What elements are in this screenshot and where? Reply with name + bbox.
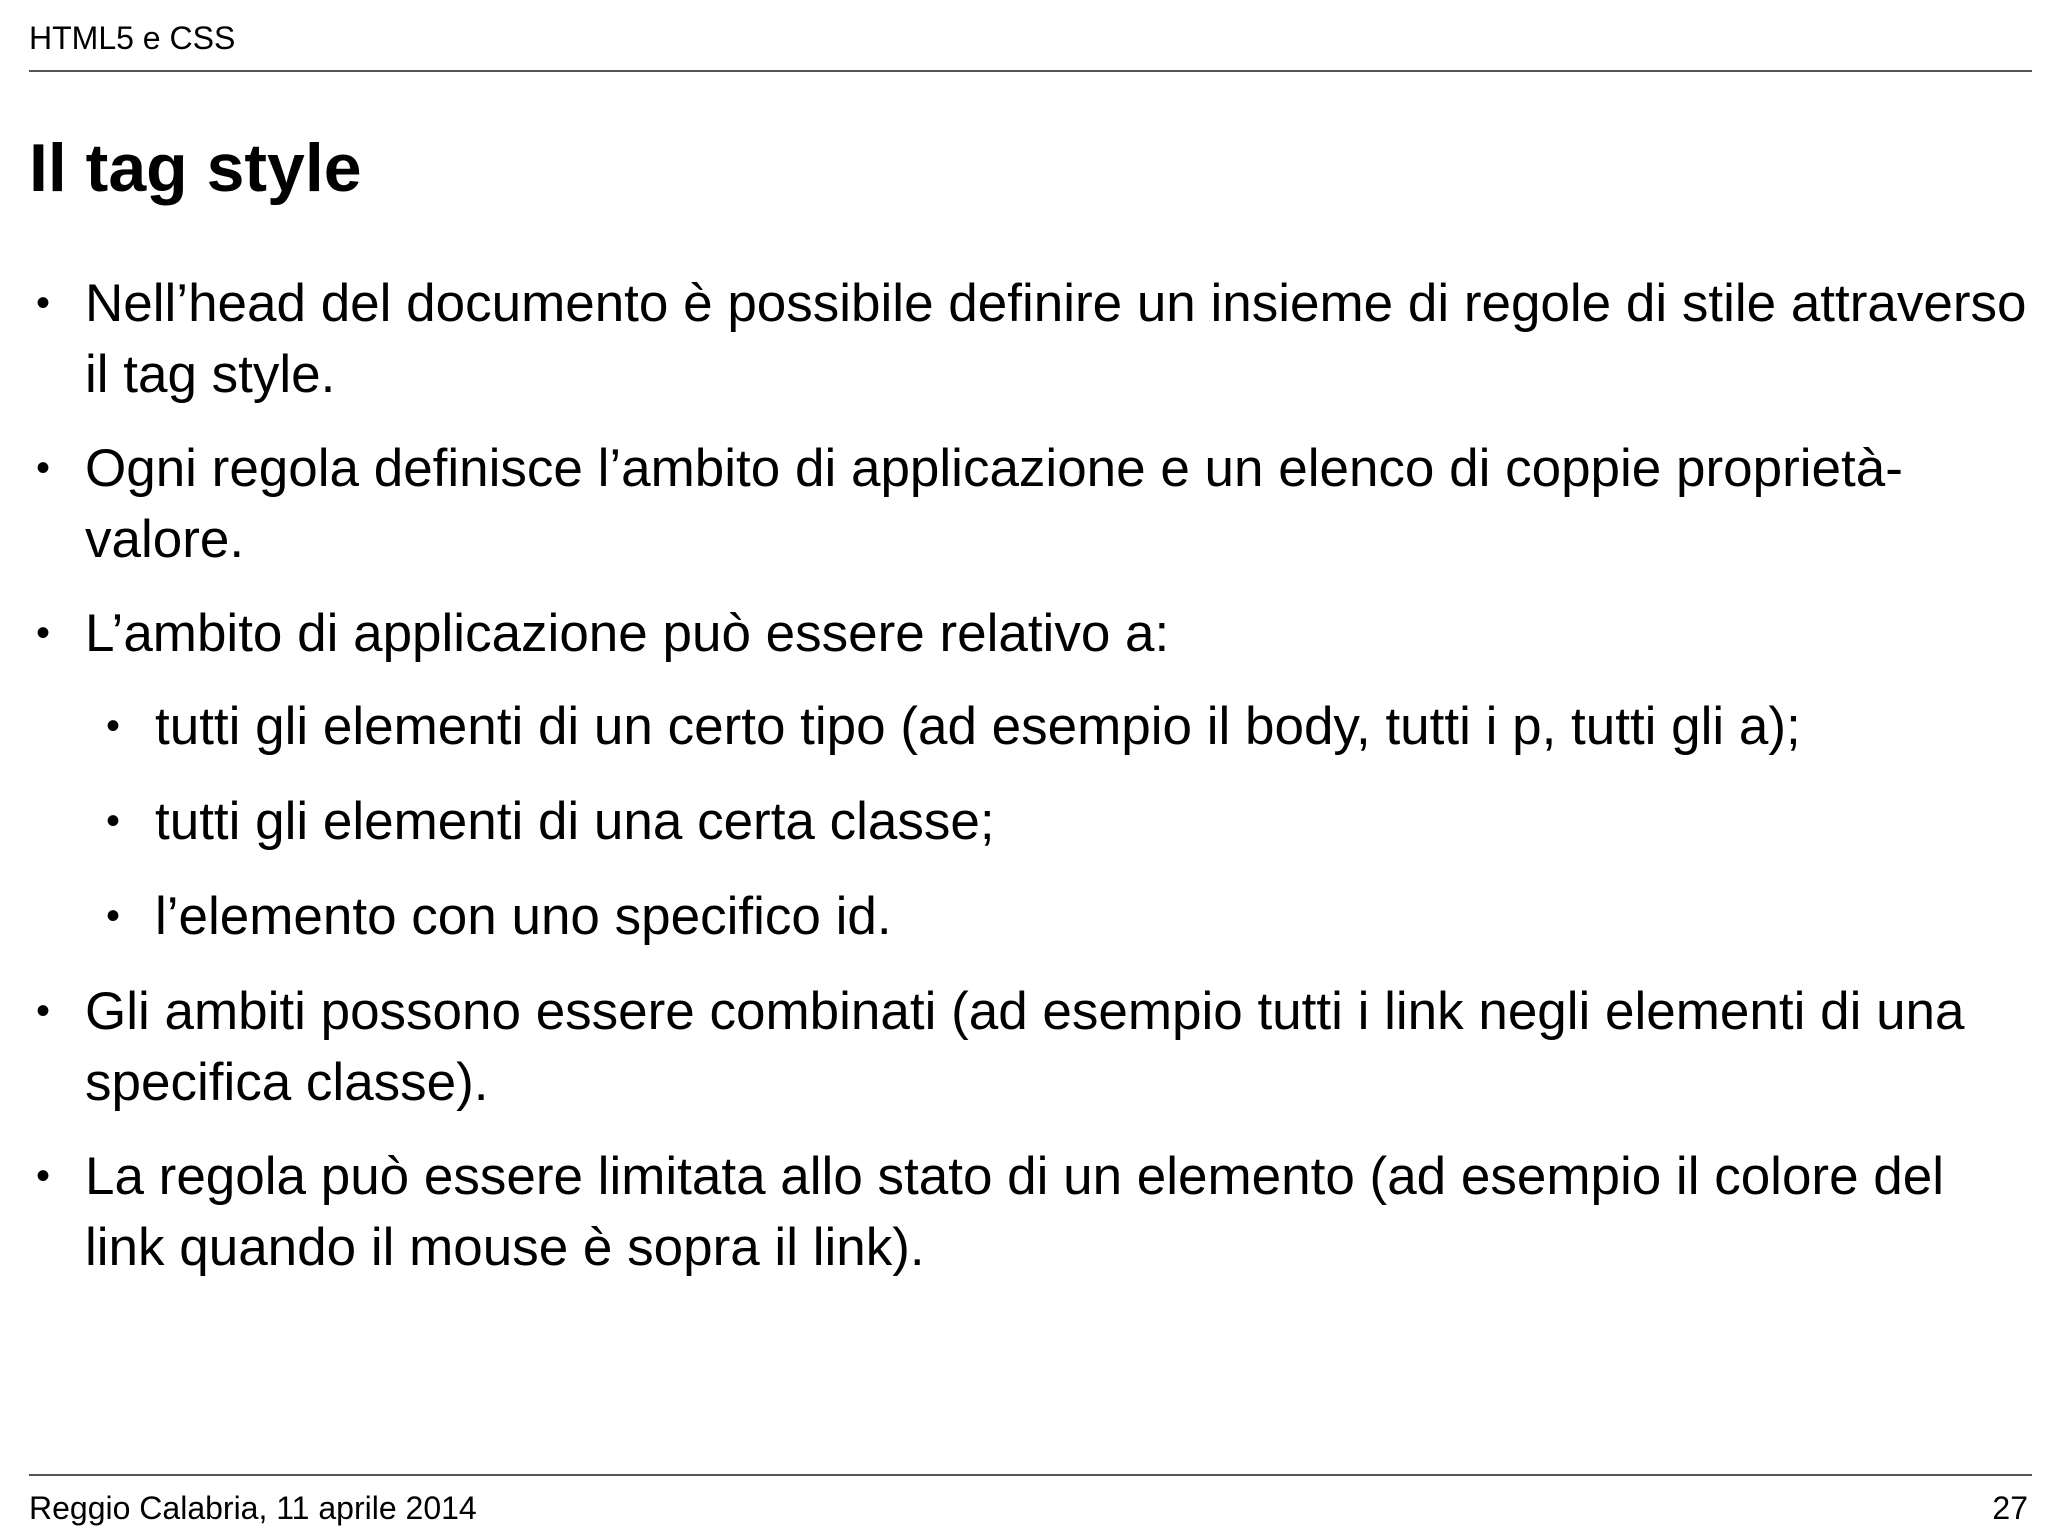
sub-bullet-text: tutti gli elementi di una certa classe; (155, 792, 995, 851)
bullet-text: Nell’head del documento è possibile definire un insieme di regole di stile attraverso il tag style. (85, 274, 2027, 404)
bullet-dot-icon: • (106, 799, 121, 843)
footer-divider (29, 1474, 2032, 1476)
sub-bullet-item (0, 691, 2048, 762)
bullet-dot-icon: • (106, 704, 121, 748)
bullet-item (0, 433, 2048, 575)
sub-bullet-item (0, 881, 2048, 952)
bullet-dot-icon: • (36, 281, 51, 325)
footer-text: Reggio Calabria, 11 aprile 2014 (29, 1490, 477, 1526)
sub-bullet-item (0, 786, 2048, 857)
bullet-list (0, 268, 2048, 1306)
bullet-text: Ogni regola definisce l’ambito di applicazione e un elenco di coppie proprietà-valore. (85, 439, 1903, 569)
bullet-dot-icon: • (36, 1154, 51, 1198)
header-title: HTML5 e CSS (29, 20, 236, 56)
bullet-item (0, 976, 2048, 1118)
bullet-text: Gli ambiti possono essere combinati (ad esempio tutti i link negli elementi di una specifica classe). (85, 982, 1965, 1112)
bullet-dot-icon: • (36, 989, 51, 1033)
bullet-item (0, 598, 2048, 669)
bullet-item (0, 1141, 2048, 1283)
bullet-item (0, 268, 2048, 410)
sub-bullet-text: tutti gli elementi di un certo tipo (ad esempio il body, tutti i p, tutti gli a); (155, 697, 1801, 756)
header-divider (29, 70, 2032, 72)
bullet-dot-icon: • (106, 894, 121, 938)
sub-bullet-text: l’elemento con uno specifico id. (155, 887, 892, 946)
bullet-text: La regola può essere limitata allo stato di un elemento (ad esempio il colore del link quando il mouse è sopra il link). (85, 1147, 1945, 1277)
bullet-dot-icon: • (36, 446, 51, 490)
bullet-text: L’ambito di applicazione può essere relativo a: (85, 604, 1170, 663)
slide-title: Il tag style (29, 130, 362, 206)
bullet-dot-icon: • (36, 611, 51, 655)
page-number: 27 (1992, 1490, 2028, 1526)
